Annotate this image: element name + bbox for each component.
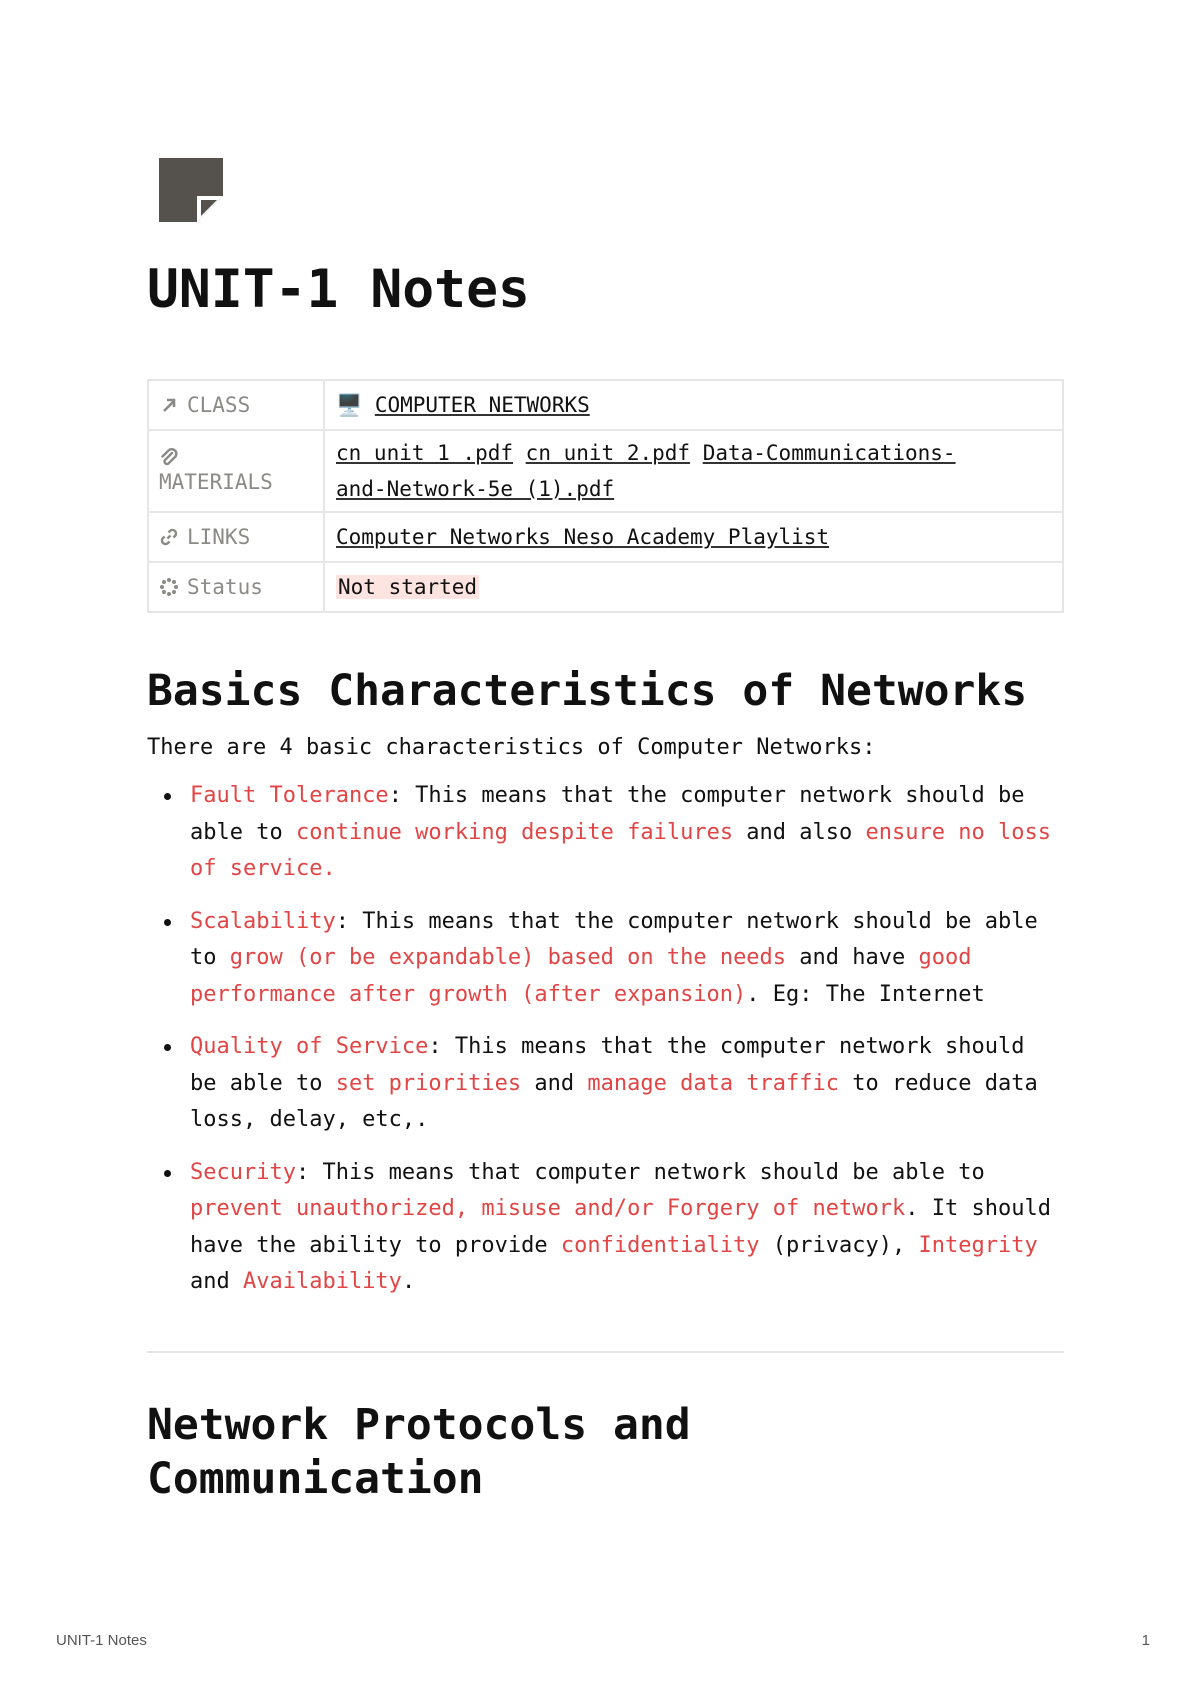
intro-paragraph: There are 4 basic characteristics of Computer Networks:: [147, 735, 876, 760]
body-text: . It should have the ability to provide: [190, 1196, 1051, 1258]
list-item: [147, 1155, 1064, 1301]
body-text: and have: [786, 945, 919, 970]
property-key-materials: [148, 430, 324, 512]
highlighted-text: Security: [190, 1159, 296, 1185]
file-link[interactable]: cn unit 1 .pdf: [336, 441, 514, 465]
file-link[interactable]: Data-Communications-: [702, 441, 956, 465]
paperclip-icon: [159, 448, 179, 468]
highlighted-text: Scalability: [190, 908, 336, 934]
body-text: : This means that the computer network should be able to: [190, 1034, 1025, 1096]
properties-table: [147, 379, 1064, 613]
highlighted-text: Fault Tolerance: [190, 783, 389, 808]
section-heading: Basics Characteristics of Networks: [147, 666, 1028, 716]
body-text: and: [521, 1070, 588, 1096]
body-text: (privacy),: [759, 1232, 919, 1258]
body-text: and: [190, 1269, 243, 1294]
highlighted-text: manage data traffic: [587, 1070, 840, 1096]
property-key-links: [148, 512, 324, 562]
body-text: and also: [733, 819, 866, 845]
status-badge[interactable]: Not started: [338, 575, 478, 599]
property-key-label: Status: [187, 575, 263, 599]
highlighted-text: ensure no loss of service.: [190, 819, 1051, 881]
list-item: [147, 1029, 1064, 1139]
section-heading: [147, 1398, 691, 1506]
property-value-materials: [324, 430, 1063, 512]
highlighted-text: Quality of Service: [190, 1034, 429, 1059]
property-row-links: [148, 512, 1063, 562]
section-heading-line: Network Protocols and: [147, 1400, 691, 1450]
body-text: .: [401, 1269, 416, 1294]
property-value-links: [324, 512, 1063, 562]
highlighted-text: good performance after growth (after expansion): [190, 945, 972, 1007]
class-link[interactable]: COMPUTER NETWORKS: [374, 392, 590, 417]
page-title: UNIT-1 Notes: [147, 259, 530, 320]
page-number: 1: [1141, 1632, 1150, 1649]
property-key-label: CLASS: [187, 393, 251, 417]
sticky-note-icon: [159, 158, 223, 222]
highlighted-text: confidentiality: [560, 1232, 760, 1258]
computer-icon: 🖥️: [336, 392, 363, 417]
playlist-link[interactable]: Computer Networks Neso Academy Playlist: [336, 525, 830, 549]
property-key-label: LINKS: [187, 525, 251, 549]
property-row-materials: [148, 430, 1063, 512]
divider: [147, 1351, 1064, 1353]
loading-icon: [159, 577, 179, 597]
list-item: [147, 904, 1064, 1014]
highlighted-text: set priorities: [335, 1070, 522, 1096]
body-text: to reduce data loss, delay, etc,.: [190, 1070, 1038, 1132]
arrow-up-right-icon: [159, 395, 179, 415]
list-item: [147, 778, 1064, 888]
file-link[interactable]: and-Network-5e (1).pdf: [336, 477, 615, 501]
property-value-class: [324, 380, 1063, 430]
highlighted-text: Availability: [242, 1269, 402, 1294]
property-key-status: [148, 562, 324, 612]
property-key-class: [148, 380, 324, 430]
highlighted-text: Integrity: [918, 1232, 1038, 1258]
body-text: . Eg: The Internet: [746, 981, 985, 1007]
characteristics-list: [147, 778, 1064, 1317]
property-value-status: [324, 562, 1063, 612]
section-heading-line: Communication: [147, 1454, 484, 1504]
footer-title: UNIT-1 Notes: [56, 1632, 147, 1649]
highlighted-text: continue working despite failures: [295, 819, 734, 845]
property-key-label: MATERIALS: [159, 470, 273, 494]
body-text: : This means that the computer network should be able to: [190, 908, 1038, 970]
file-link[interactable]: cn unit 2.pdf: [525, 441, 691, 465]
link-icon: [159, 527, 179, 547]
highlighted-text: grow (or be expandable) based on the needs: [229, 945, 787, 970]
body-text: : This means that the computer network should be able to: [190, 783, 1025, 845]
highlighted-text: prevent unauthorized, misuse and/or Forgery of network: [190, 1196, 906, 1221]
property-row-status: [148, 562, 1063, 612]
body-text: : This means that computer network should be able to: [295, 1159, 985, 1185]
property-row-class: [148, 380, 1063, 430]
